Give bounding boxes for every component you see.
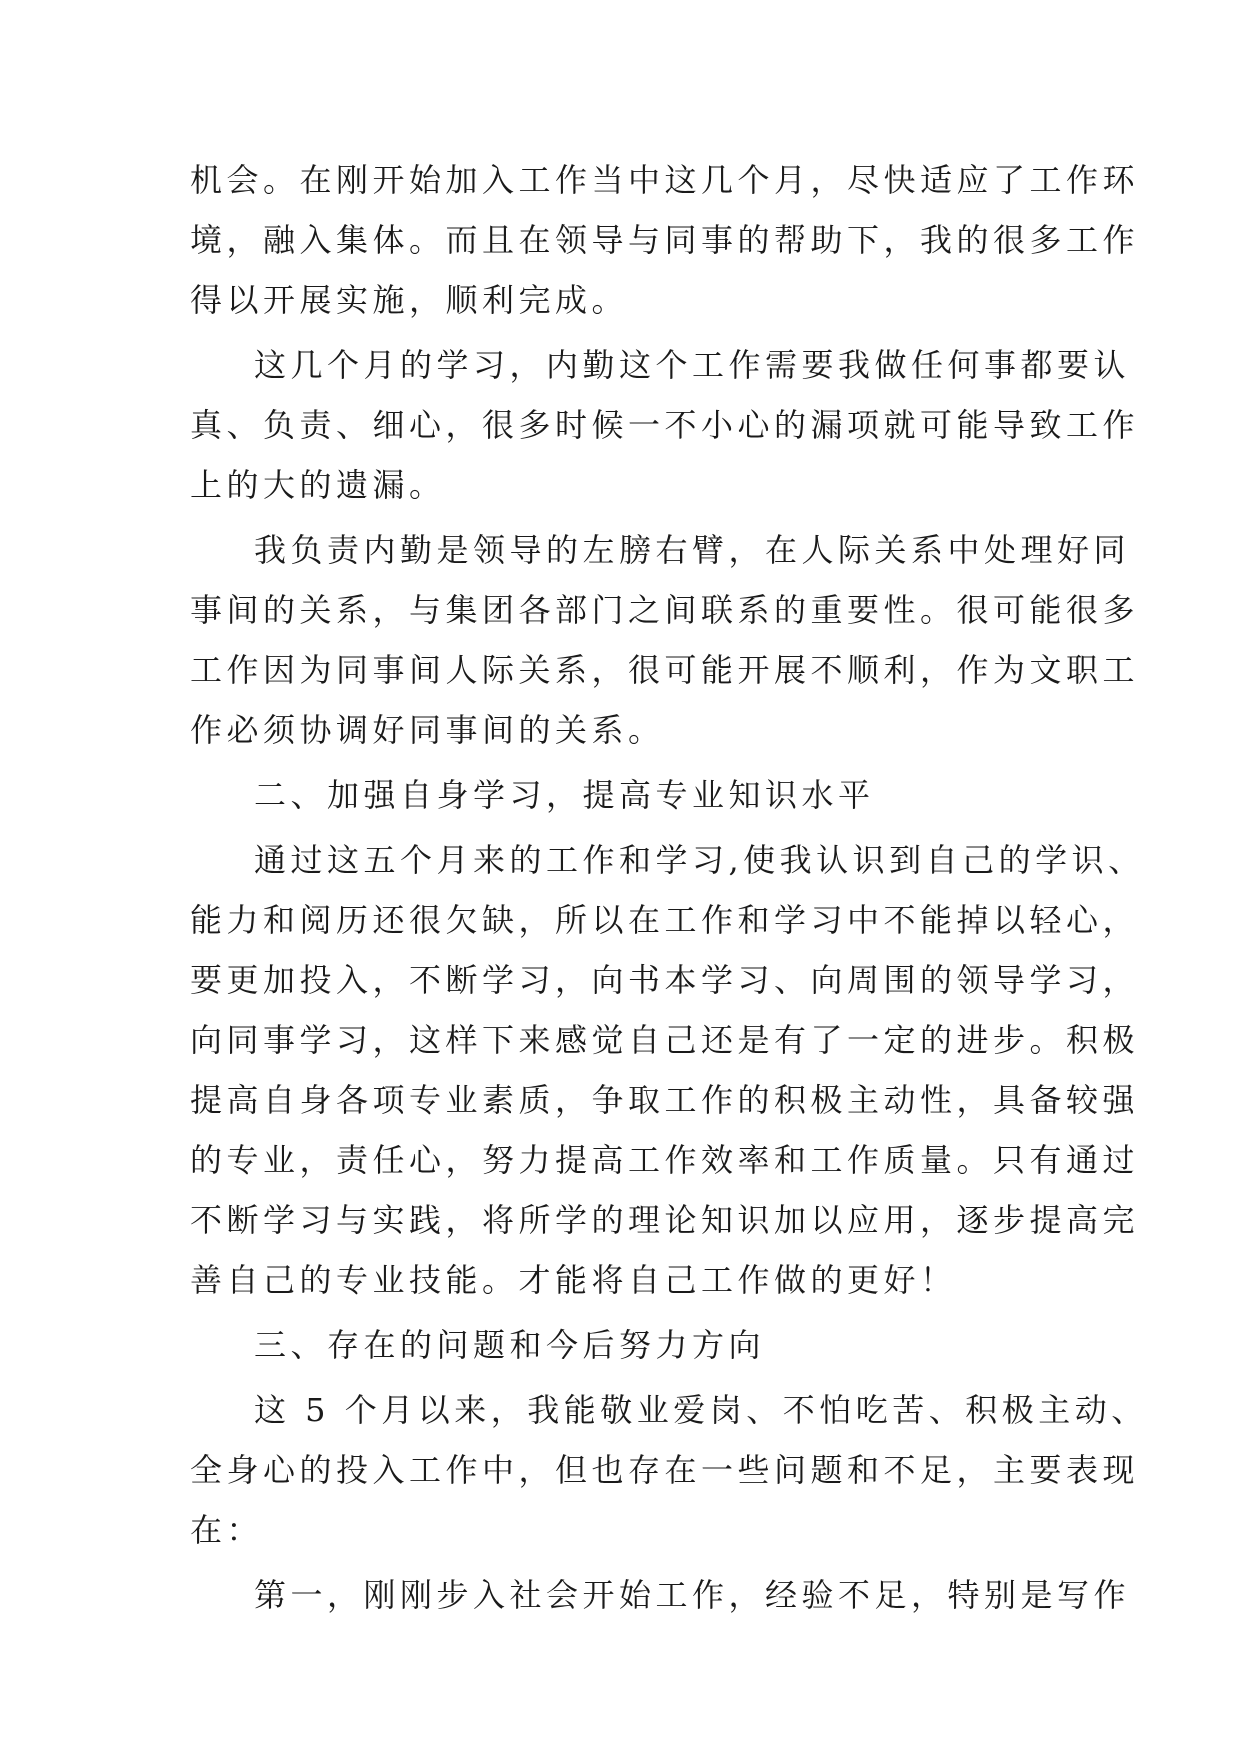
text-line: 作必须协调好同事间的关系。 [190, 711, 665, 749]
paragraph-first-line: 这几个月的学习，内勤这个工作需要我做任何事都要认 [254, 346, 1131, 384]
paragraph-first-line: 第一，刚刚步入社会开始工作，经验不足，特别是写作 [254, 1576, 1131, 1614]
text-line: 要更加投入，不断学习，向书本学习、向周围的领导学习， [190, 961, 1140, 999]
text-line: 不断学习与实践，将所学的理论知识加以应用，逐步提高完 [190, 1201, 1140, 1239]
text-line: 工作因为同事间人际关系，很可能开展不顺利，作为文职工 [190, 651, 1140, 689]
section-heading: 三、存在的问题和今后努力方向 [254, 1326, 766, 1364]
text-line: 能力和阅历还很欠缺，所以在工作和学习中不能掉以轻心， [190, 901, 1140, 939]
document-body [190, 150, 1148, 1625]
paragraph-first-line: 这 5 个月以来，我能敬业爱岗、不怕吃苦、积极主动、 [254, 1391, 1148, 1429]
text-line: 向同事学习，这样下来感觉自己还是有了一定的进步。积极 [190, 1021, 1140, 1059]
text-line: 上的大的遗漏。 [190, 466, 446, 504]
paragraph-first-line: 我负责内勤是领导的左膀右臂，在人际关系中处理好同 [254, 531, 1131, 569]
text-line: 善自己的专业技能。才能将自己工作做的更好！ [190, 1261, 957, 1299]
text-line: 事间的关系，与集团各部门之间联系的重要性。很可能很多 [190, 591, 1140, 629]
text-line: 得以开展实施，顺利完成。 [190, 281, 629, 319]
paragraph-first-line: 通过这五个月来的工作和学习,使我认识到自己的学识、 [254, 841, 1145, 879]
text-line: 全身心的投入工作中，但也存在一些问题和不足，主要表现 [190, 1451, 1140, 1489]
text-line: 真、负责、细心，很多时候一不小心的漏项就可能导致工作 [190, 406, 1140, 444]
text-line: 的专业，责任心，努力提高工作效率和工作质量。只有通过 [190, 1141, 1140, 1179]
section-heading: 二、加强自身学习，提高专业知识水平 [254, 776, 875, 814]
text-line: 提高自身各项专业素质，争取工作的积极主动性，具备较强 [190, 1081, 1140, 1119]
text-line: 机会。在刚开始加入工作当中这几个月，尽快适应了工作环 [190, 161, 1140, 199]
text-line: 境，融入集体。而且在领导与同事的帮助下，我的很多工作 [190, 221, 1140, 259]
text-line: 在： [190, 1511, 264, 1549]
